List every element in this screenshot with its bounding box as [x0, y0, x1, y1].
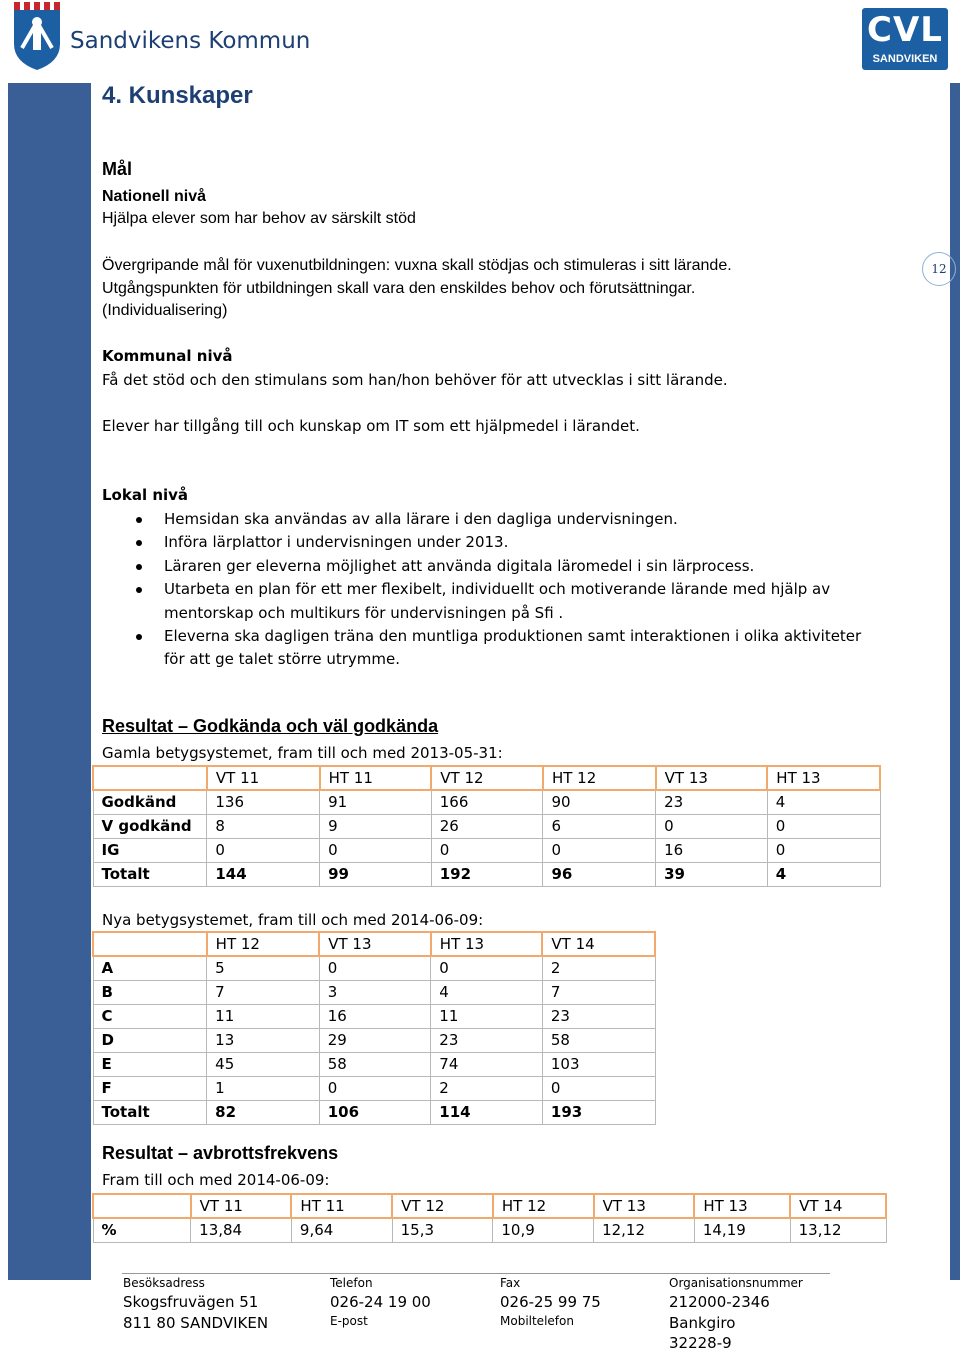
sandviken-logo: [12, 2, 311, 74]
column-header: HT 11: [291, 1194, 392, 1218]
column-header: HT 12: [207, 932, 320, 956]
table-row: A 5 0 0 2: [93, 956, 655, 980]
row-label: Totalt: [93, 1100, 207, 1124]
column-header: HT 12: [493, 1194, 594, 1218]
nationell-text: Hjälpa elever som har behov av särskilt stöd: [102, 210, 416, 227]
bankgiro-label: Bankgiro: [669, 1314, 736, 1332]
old-grades-table: [92, 765, 881, 887]
left-decorative-bar: [8, 83, 91, 1280]
new-grades-table: [92, 931, 656, 1125]
telefon-value: 026-24 19 00: [330, 1293, 431, 1311]
page-number: 12: [931, 262, 947, 276]
mal-heading: Mål: [102, 159, 133, 179]
table-header-row: [93, 932, 655, 956]
list-item: Införa lärplattor i undervisningen under 2013.: [102, 531, 892, 554]
besoksadress-line-1: Skogsfruvägen 51: [123, 1293, 259, 1311]
table-row: C 11 16 11 23: [93, 1004, 655, 1028]
bankgiro-value: 32228-9: [669, 1334, 732, 1350]
column-header: VT 12: [392, 1194, 493, 1218]
column-header: HT 13: [694, 1194, 790, 1218]
table-header-row: [93, 1194, 886, 1218]
table-row: IG 0 0 0 0 16 0: [93, 838, 880, 862]
organisationsnummer-value: 212000-2346: [669, 1293, 770, 1311]
fax-value: 026-25 99 75: [500, 1293, 601, 1311]
table-header-row: [93, 766, 880, 790]
organisationsnummer-label: Organisationsnummer: [669, 1276, 803, 1290]
table-row: % 13,84 9,64 15,3 10,9 12,12 14,19 13,12: [93, 1218, 886, 1242]
kommunal-text-2: Elever har tillgång till och kunskap om IT som ett hjälpmedel i lärandet.: [102, 417, 640, 435]
resultat-avbrott-heading: Resultat – avbrottsfrekvens: [102, 1143, 339, 1163]
row-label: Totalt: [93, 862, 207, 886]
table-row: F 1 0 2 0: [93, 1076, 655, 1100]
new-system-label: Nya betygsystemet, fram till och med 2014-06-09:: [102, 911, 484, 929]
table-row: E 45 58 74 103: [93, 1052, 655, 1076]
avbrott-table: [92, 1193, 887, 1243]
column-header: VT 13: [594, 1194, 695, 1218]
table-row: B 7 3 4 7: [93, 980, 655, 1004]
row-label: B: [93, 980, 207, 1004]
row-label: C: [93, 1004, 207, 1028]
overgripande-line-1: Övergripande mål för vuxenutbildningen: vuxna skall stödjas och stimuleras i sitt lärande.: [102, 257, 732, 274]
list-item: Hemsidan ska användas av alla lärare i den dagliga undervisningen.: [102, 508, 892, 531]
row-label: D: [93, 1028, 207, 1052]
epost-label: E-post: [330, 1314, 368, 1328]
row-label: %: [93, 1218, 191, 1242]
lokal-heading: Lokal nivå: [102, 486, 189, 504]
column-header: HT 13: [767, 766, 880, 790]
list-item: Utarbeta en plan för ett mer flexibelt, individuellt och motiverande lärande med hjälp av mentorskap och multikurs för undervisningen på Sfi .: [102, 578, 892, 625]
row-label: F: [93, 1076, 207, 1100]
cvl-logo-subtext: SANDVIKEN: [872, 53, 938, 65]
coat-of-arms-icon: [12, 2, 62, 72]
row-label: A: [93, 956, 207, 980]
column-header: VT 13: [656, 766, 768, 790]
fax-label: Fax: [500, 1276, 521, 1290]
table-row-total: Totalt 144 99 192 96 39 4: [93, 862, 880, 886]
cvl-logo: [862, 8, 948, 70]
column-header: VT 14: [790, 1194, 886, 1218]
besoksadress-line-2: 811 80 SANDVIKEN: [123, 1314, 269, 1332]
row-label: Godkänd: [93, 790, 207, 814]
avbrott-label: Fram till och med 2014-06-09:: [102, 1171, 330, 1189]
column-header: VT 11: [191, 1194, 292, 1218]
lokal-list: [102, 508, 892, 672]
besoksadress-label: Besöksadress: [123, 1276, 205, 1290]
table-row: V godkänd 8 9 26 6 0 0: [93, 814, 880, 838]
overgripande-line-2: Utgångspunkten för utbildningen skall vara den enskildes behov och förutsättningar.: [102, 280, 696, 297]
kommunal-heading: Kommunal nivå: [102, 347, 233, 365]
column-header: VT 14: [542, 932, 655, 956]
row-label: E: [93, 1052, 207, 1076]
column-header: HT 11: [320, 766, 432, 790]
column-header: VT 13: [319, 932, 431, 956]
mobiltelefon-label: Mobiltelefon: [500, 1314, 574, 1328]
resultat-godkanda-heading: Resultat – Godkända och väl godkända: [102, 716, 439, 736]
nationell-heading: Nationell nivå: [102, 188, 207, 205]
telefon-label: Telefon: [330, 1276, 373, 1290]
column-header: VT 12: [431, 766, 543, 790]
list-item: Läraren ger eleverna möjlighet att använda digitala läromedel i sin lärprocess.: [102, 555, 892, 578]
table-row: D 13 29 23 58: [93, 1028, 655, 1052]
list-item: Eleverna ska dagligen träna den muntliga produktionen samt interaktionen i olika aktiviteter för att ge talet större utrymme.: [102, 625, 892, 672]
cvl-logo-text: CVL: [867, 10, 943, 50]
municipality-name: Sandvikens Kommun: [70, 28, 311, 54]
column-header: VT 11: [207, 766, 320, 790]
row-label: V godkänd: [93, 814, 207, 838]
overgripande-line-3: (Individualisering): [102, 302, 228, 319]
table-row: Godkänd 136 91 166 90 23 4: [93, 790, 880, 814]
kommunal-text-1: Få det stöd och den stimulans som han/hon behöver för att utvecklas i sitt lärande.: [102, 371, 728, 389]
row-label: IG: [93, 838, 207, 862]
footer-divider: [122, 1273, 830, 1274]
column-header: HT 13: [431, 932, 543, 956]
section-title: 4. Kunskaper: [102, 82, 253, 109]
page-number-badge: [922, 252, 956, 286]
table-row-total: Totalt 82 106 114 193: [93, 1100, 655, 1124]
old-system-label: Gamla betygsystemet, fram till och med 2013-05-31:: [102, 744, 503, 762]
column-header: HT 12: [543, 766, 656, 790]
